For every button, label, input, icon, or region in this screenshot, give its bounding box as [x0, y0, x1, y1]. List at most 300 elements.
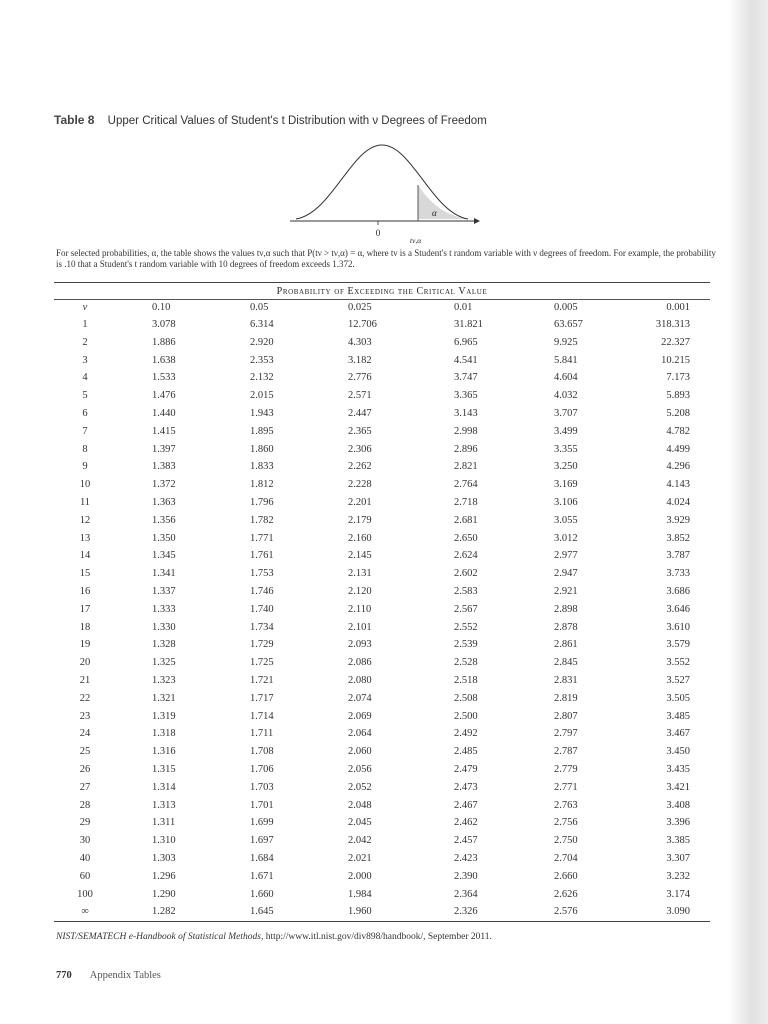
tail-shaded-area — [418, 185, 467, 219]
critical-value-cell: 1.706 — [250, 763, 274, 775]
critical-value-cell: 1.746 — [250, 585, 274, 597]
critical-value-cell: 7.173 — [666, 372, 690, 384]
critical-value-cell: 3.307 — [666, 852, 690, 864]
critical-value-cell: 2.262 — [348, 461, 372, 473]
critical-value-cell: 2.821 — [454, 461, 478, 473]
critical-value-cell: 3.055 — [554, 514, 578, 526]
column-header-p005: 0.05 — [250, 302, 269, 313]
table-row — [54, 547, 710, 565]
table-row — [54, 334, 710, 352]
critical-value-cell: 3.250 — [554, 461, 578, 473]
critical-value-cell: 2.571 — [348, 390, 372, 402]
table-row — [54, 850, 710, 868]
table-row — [54, 779, 710, 797]
critical-value-cell: 1.345 — [152, 550, 176, 562]
table-row — [54, 369, 710, 387]
critical-value-cell: 1.703 — [250, 781, 274, 793]
table-heading — [54, 113, 487, 127]
df-cell: 26 — [79, 763, 91, 775]
table-row — [54, 654, 710, 672]
table-row — [54, 583, 710, 601]
critical-value-cell: 1.333 — [152, 603, 176, 615]
df-cell: 8 — [82, 443, 88, 455]
source-title: NIST/SEMATECH e-Handbook of Statistical Methods — [56, 932, 261, 942]
table-row — [54, 761, 710, 779]
critical-value-cell: 1.708 — [250, 746, 274, 758]
critical-value-cell: 1.886 — [152, 336, 176, 348]
source-citation — [56, 932, 492, 942]
critical-value-cell: 1.330 — [152, 621, 176, 633]
critical-value-cell: 3.169 — [554, 479, 578, 491]
table-row — [54, 886, 710, 904]
critical-value-cell: 1.321 — [152, 692, 176, 704]
critical-value-cell: 1.725 — [250, 657, 274, 669]
critical-value-cell: 3.143 — [454, 407, 478, 419]
critical-value-cell: 63.657 — [554, 319, 583, 330]
critical-value-cell: 5.208 — [666, 407, 690, 419]
df-cell: 27 — [79, 781, 91, 793]
critical-value-cell: 2.467 — [454, 799, 478, 811]
critical-value-cell: 3.365 — [454, 390, 478, 402]
critical-value-cell: 1.860 — [250, 443, 274, 455]
table-caption: For selected probabilities, α, the table shows the values tν,α such that P(tν > tν,α) = α, where tν is a Student's t random variable with ν degrees of freedom. For example, the probability is .10 that a Student's t random variable with 10 degrees of freedom exceeds 1.372. — [56, 248, 716, 269]
column-header-p0001: 0.001 — [666, 302, 690, 313]
x-axis-arrow — [474, 218, 480, 224]
critical-value-cell: 1.533 — [152, 372, 176, 384]
critical-value-cell: 1.310 — [152, 835, 176, 847]
df-cell: 9 — [82, 461, 88, 473]
critical-value-cell: 3.852 — [666, 532, 690, 544]
critical-value-cell: 2.120 — [348, 585, 372, 597]
critical-value-cell: 1.337 — [152, 585, 176, 597]
critical-value-cell: 1.782 — [250, 514, 274, 526]
critical-value-cell: 1.711 — [250, 728, 274, 740]
critical-value-cell: 3.174 — [666, 888, 690, 900]
critical-value-cell: 2.681 — [454, 514, 478, 526]
critical-value-cell: 3.385 — [666, 835, 690, 847]
critical-value-cell: 1.328 — [152, 639, 176, 651]
critical-value-cell: 1.684 — [250, 852, 274, 864]
page-number: 770 — [56, 970, 72, 981]
table-row — [54, 565, 710, 583]
critical-value-cell: 3.707 — [554, 407, 578, 419]
critical-value-label: tν,α — [410, 236, 422, 245]
table-row — [54, 797, 710, 815]
df-cell: 2 — [82, 336, 88, 348]
critical-value-cell: 2.567 — [454, 603, 478, 615]
critical-value-cell: 3.527 — [666, 674, 690, 686]
df-cell: 17 — [79, 603, 91, 615]
critical-value-cell: 6.314 — [250, 319, 274, 330]
df-cell: 5 — [82, 390, 88, 402]
critical-value-cell: 1.415 — [152, 425, 176, 437]
table-body — [54, 316, 710, 921]
critical-value-cell: 1.350 — [152, 532, 176, 544]
table-row — [54, 387, 710, 405]
critical-value-cell: 4.303 — [348, 336, 372, 348]
df-cell: 16 — [79, 585, 91, 597]
critical-value-cell: 2.048 — [348, 799, 372, 811]
critical-value-cell: 2.423 — [454, 852, 478, 864]
df-cell: 29 — [79, 817, 91, 829]
critical-value-cell: 1.315 — [152, 763, 176, 775]
critical-value-cell: 2.462 — [454, 817, 478, 829]
df-cell: 4 — [82, 372, 88, 384]
critical-value-cell: 1.729 — [250, 639, 274, 651]
critical-value-cell: 12.706 — [348, 319, 377, 330]
critical-value-cell: 2.896 — [454, 443, 478, 455]
critical-value-cell: 2.602 — [454, 568, 478, 580]
df-cell: 40 — [79, 852, 91, 864]
critical-value-cell: 2.042 — [348, 835, 372, 847]
column-header-p0005: 0.005 — [554, 302, 578, 313]
critical-value-cell: 6.965 — [454, 336, 478, 348]
critical-value-cell: 1.771 — [250, 532, 274, 544]
critical-value-cell: 2.807 — [554, 710, 578, 722]
critical-value-cell: 1.476 — [152, 390, 176, 402]
critical-value-cell: 2.060 — [348, 746, 372, 758]
critical-value-cell: 3.485 — [666, 710, 690, 722]
df-cell: ∞ — [81, 906, 89, 918]
critical-value-cell: 2.787 — [554, 746, 578, 758]
bottom-rule — [54, 921, 710, 922]
df-cell: 7 — [82, 425, 88, 437]
critical-value-cell: 1.323 — [152, 674, 176, 686]
df-cell: 13 — [79, 532, 91, 544]
critical-value-cell: 1.341 — [152, 568, 176, 580]
critical-value-cell: 3.355 — [554, 443, 578, 455]
critical-value-cell: 1.356 — [152, 514, 176, 526]
critical-value-cell: 2.831 — [554, 674, 578, 686]
critical-value-cell: 2.552 — [454, 621, 478, 633]
zero-label: 0 — [375, 228, 381, 238]
table-row — [54, 405, 710, 423]
critical-value-cell: 2.947 — [554, 568, 578, 580]
critical-value-cell: 3.106 — [554, 496, 578, 508]
critical-value-cell: 4.499 — [666, 443, 690, 455]
critical-value-cell: 1.796 — [250, 496, 274, 508]
alpha-label: α — [432, 208, 437, 218]
critical-value-cell: 3.450 — [666, 746, 690, 758]
critical-value-cell: 4.143 — [666, 479, 690, 491]
critical-value-cell: 3.929 — [666, 514, 690, 526]
df-cell: 24 — [79, 728, 91, 740]
critical-value-cell: 1.833 — [250, 461, 274, 473]
critical-value-cell: 3.467 — [666, 728, 690, 740]
critical-value-cell: 2.492 — [454, 728, 478, 740]
critical-value-cell: 4.032 — [554, 390, 578, 402]
critical-value-cell: 1.397 — [152, 443, 176, 455]
critical-value-cell: 2.364 — [454, 888, 478, 900]
critical-value-cell: 1.303 — [152, 852, 176, 864]
critical-value-cell: 1.671 — [250, 870, 274, 882]
critical-value-cell: 2.776 — [348, 372, 372, 384]
critical-value-cell: 2.518 — [454, 674, 478, 686]
critical-value-cell: 2.473 — [454, 781, 478, 793]
critical-value-cell: 2.920 — [250, 336, 274, 348]
critical-value-cell: 1.960 — [348, 906, 372, 918]
critical-value-cell: 2.878 — [554, 621, 578, 633]
critical-value-cell: 2.056 — [348, 763, 372, 775]
critical-value-cell: 2.779 — [554, 763, 578, 775]
df-cell: 3 — [82, 354, 88, 366]
critical-value-cell: 1.660 — [250, 888, 274, 900]
critical-value-cell: 2.015 — [250, 390, 274, 402]
critical-value-cell: 2.179 — [348, 514, 372, 526]
df-cell: 14 — [79, 550, 91, 562]
footer-label: Appendix Tables — [89, 970, 161, 981]
table-row — [54, 512, 710, 530]
critical-value-cell: 2.201 — [348, 496, 372, 508]
critical-value-cell: 2.500 — [454, 710, 478, 722]
critical-value-cell: 2.353 — [250, 354, 274, 366]
df-cell: 11 — [79, 496, 91, 508]
critical-value-cell: 2.365 — [348, 425, 372, 437]
probability-group-header: Probability of Exceeding the Critical Value — [276, 286, 488, 297]
critical-value-cell: 2.861 — [554, 639, 578, 651]
critical-value-cell: 3.232 — [666, 870, 690, 882]
table-row — [54, 708, 710, 726]
critical-value-cell: 1.717 — [250, 692, 274, 704]
critical-value-cell: 1.761 — [250, 550, 274, 562]
critical-value-cell: 2.528 — [454, 657, 478, 669]
table-row — [54, 601, 710, 619]
critical-value-cell: 1.984 — [348, 888, 372, 900]
page-footer — [56, 970, 161, 981]
critical-value-cell: 2.101 — [348, 621, 372, 633]
critical-value-cell: 3.182 — [348, 354, 372, 366]
critical-value-cell: 2.132 — [250, 372, 274, 384]
critical-value-cell: 4.024 — [666, 496, 690, 508]
df-cell: 15 — [79, 568, 91, 580]
critical-value-cell: 3.408 — [666, 799, 690, 811]
table-number: Table 8 — [54, 113, 95, 127]
table-row — [54, 690, 710, 708]
table-row — [54, 743, 710, 761]
df-cell: 23 — [79, 710, 91, 722]
critical-value-cell: 3.646 — [666, 603, 690, 615]
critical-value-cell: 2.131 — [348, 568, 372, 580]
critical-value-cell: 10.215 — [661, 354, 690, 366]
critical-value-cell: 3.012 — [554, 532, 578, 544]
density-curve — [296, 145, 468, 219]
critical-value-cell: 2.074 — [348, 692, 372, 704]
critical-value-cell: 2.457 — [454, 835, 478, 847]
critical-value-cell: 2.819 — [554, 692, 578, 704]
critical-value-cell: 1.714 — [250, 710, 274, 722]
critical-value-cell: 9.925 — [554, 336, 578, 348]
critical-value-cell: 3.686 — [666, 585, 690, 597]
critical-value-cell: 1.296 — [152, 870, 176, 882]
critical-value-cell: 3.078 — [152, 319, 176, 330]
table-row — [54, 316, 710, 334]
critical-value-cell: 2.093 — [348, 639, 372, 651]
critical-value-cell: 2.110 — [348, 603, 372, 615]
page-edge-shadow — [728, 0, 768, 1024]
critical-value-cell: 3.579 — [666, 639, 690, 651]
df-cell: 25 — [79, 746, 91, 758]
critical-value-cell: 2.718 — [454, 496, 478, 508]
df-cell: 10 — [79, 479, 91, 491]
critical-value-cell: 1.363 — [152, 496, 176, 508]
df-cell: 30 — [79, 835, 91, 847]
table-row — [54, 832, 710, 850]
table-title: Upper Critical Values of Student's t Distribution with ν Degrees of Freedom — [107, 115, 487, 127]
df-cell: 6 — [82, 407, 88, 419]
critical-value-cell: 3.787 — [666, 550, 690, 562]
critical-value-cell: 1.697 — [250, 835, 274, 847]
df-cell: 12 — [79, 514, 91, 526]
table-row — [54, 619, 710, 637]
critical-value-cell: 2.763 — [554, 799, 578, 811]
table-row — [54, 868, 710, 886]
critical-value-cell: 2.756 — [554, 817, 578, 829]
critical-value-cell: 1.740 — [250, 603, 274, 615]
critical-value-cell: 2.306 — [348, 443, 372, 455]
critical-value-cell: 2.704 — [554, 852, 578, 864]
df-cell: 20 — [79, 657, 91, 669]
critical-value-cell: 5.893 — [666, 390, 690, 402]
critical-value-cell: 2.650 — [454, 532, 478, 544]
critical-value-cell: 1.734 — [250, 621, 274, 633]
critical-value-cell: 3.435 — [666, 763, 690, 775]
critical-value-cell: 3.747 — [454, 372, 478, 384]
df-cell: 18 — [79, 621, 91, 633]
critical-value-cell: 2.624 — [454, 550, 478, 562]
critical-value-cell: 2.021 — [348, 852, 372, 864]
column-header-row — [54, 300, 710, 316]
critical-value-cell: 2.845 — [554, 657, 578, 669]
column-header-p0025: 0.025 — [348, 302, 372, 313]
df-cell: 100 — [77, 888, 93, 900]
table-row — [54, 352, 710, 370]
critical-value-cell: 2.326 — [454, 906, 478, 918]
critical-value-cell: 1.316 — [152, 746, 176, 758]
critical-value-cell: 1.721 — [250, 674, 274, 686]
critical-value-cell: 2.064 — [348, 728, 372, 740]
table-row — [54, 672, 710, 690]
critical-value-cell: 2.576 — [554, 906, 578, 918]
table-row — [54, 458, 710, 476]
df-cell: 60 — [79, 870, 91, 882]
critical-value-cell: 31.821 — [454, 319, 483, 330]
critical-values-table-wrap — [54, 282, 710, 922]
table-row — [54, 530, 710, 548]
table-row — [54, 903, 710, 921]
critical-value-cell: 2.069 — [348, 710, 372, 722]
critical-value-cell: 2.447 — [348, 407, 372, 419]
critical-value-cell: 2.508 — [454, 692, 478, 704]
critical-value-cell: 2.626 — [554, 888, 578, 900]
critical-value-cell: 2.045 — [348, 817, 372, 829]
column-header-df: ν — [82, 302, 88, 313]
critical-value-cell: 3.421 — [666, 781, 690, 793]
critical-value-cell: 1.282 — [152, 906, 176, 918]
critical-value-cell: 1.701 — [250, 799, 274, 811]
column-header-p001: 0.01 — [454, 302, 473, 313]
table-row — [54, 476, 710, 494]
critical-value-cell: 2.160 — [348, 532, 372, 544]
critical-value-cell: 4.604 — [554, 372, 578, 384]
critical-value-cell: 2.998 — [454, 425, 478, 437]
critical-value-cell: 4.541 — [454, 354, 478, 366]
critical-value-cell: 4.296 — [666, 461, 690, 473]
table-row — [54, 423, 710, 441]
critical-value-cell: 3.499 — [554, 425, 578, 437]
table-row — [54, 441, 710, 459]
critical-value-cell: 3.733 — [666, 568, 690, 580]
critical-values-table — [54, 300, 710, 921]
critical-value-cell: 1.440 — [152, 407, 176, 419]
critical-value-cell: 5.841 — [554, 354, 578, 366]
critical-value-cell: 3.505 — [666, 692, 690, 704]
critical-value-cell: 1.372 — [152, 479, 176, 491]
column-header-p010: 0.10 — [152, 302, 171, 313]
critical-value-cell: 3.552 — [666, 657, 690, 669]
table-row — [54, 814, 710, 832]
critical-value-cell: 1.290 — [152, 888, 176, 900]
critical-value-cell: 2.390 — [454, 870, 478, 882]
critical-value-cell: 4.782 — [666, 425, 690, 437]
critical-value-cell: 3.090 — [666, 906, 690, 918]
critical-value-cell: 2.898 — [554, 603, 578, 615]
critical-value-cell: 2.764 — [454, 479, 478, 491]
critical-value-cell: 1.318 — [152, 728, 176, 740]
critical-value-cell: 2.000 — [348, 870, 372, 882]
critical-value-cell: 1.638 — [152, 354, 176, 366]
critical-value-cell: 2.921 — [554, 585, 578, 597]
critical-value-cell: 2.228 — [348, 479, 372, 491]
critical-value-cell: 2.583 — [454, 585, 478, 597]
critical-value-cell: 1.313 — [152, 799, 176, 811]
critical-value-cell: 1.943 — [250, 407, 274, 419]
critical-value-cell: 1.645 — [250, 906, 274, 918]
t-distribution-diagram — [282, 137, 482, 247]
critical-value-cell: 2.080 — [348, 674, 372, 686]
critical-value-cell: 2.660 — [554, 870, 578, 882]
critical-value-cell: 2.539 — [454, 639, 478, 651]
critical-value-cell: 1.314 — [152, 781, 176, 793]
critical-value-cell: 1.325 — [152, 657, 176, 669]
critical-value-cell: 2.771 — [554, 781, 578, 793]
critical-value-cell: 2.052 — [348, 781, 372, 793]
critical-value-cell: 22.327 — [661, 336, 690, 348]
table-row — [54, 494, 710, 512]
critical-value-cell: 2.145 — [348, 550, 372, 562]
critical-value-cell: 2.479 — [454, 763, 478, 775]
critical-value-cell: 2.086 — [348, 657, 372, 669]
critical-value-cell: 1.699 — [250, 817, 274, 829]
critical-value-cell: 2.485 — [454, 746, 478, 758]
critical-value-cell: 1.319 — [152, 710, 176, 722]
critical-value-cell: 2.797 — [554, 728, 578, 740]
table-row — [54, 636, 710, 654]
critical-value-cell: 3.396 — [666, 817, 690, 829]
df-cell: 21 — [79, 674, 91, 686]
critical-value-cell: 1.311 — [152, 817, 176, 829]
source-url: , http://www.itl.nist.gov/div898/handbook/, September 2011. — [260, 932, 492, 942]
critical-value-cell: 3.610 — [666, 621, 690, 633]
critical-value-cell: 2.750 — [554, 835, 578, 847]
critical-value-cell: 1.895 — [250, 425, 274, 437]
df-cell: 1 — [82, 319, 88, 330]
critical-value-cell: 2.977 — [554, 550, 578, 562]
critical-value-cell: 1.812 — [250, 479, 274, 491]
critical-value-cell: 1.753 — [250, 568, 274, 580]
df-cell: 19 — [79, 639, 91, 651]
critical-value-cell: 318.313 — [655, 319, 690, 330]
df-cell: 28 — [79, 799, 91, 811]
